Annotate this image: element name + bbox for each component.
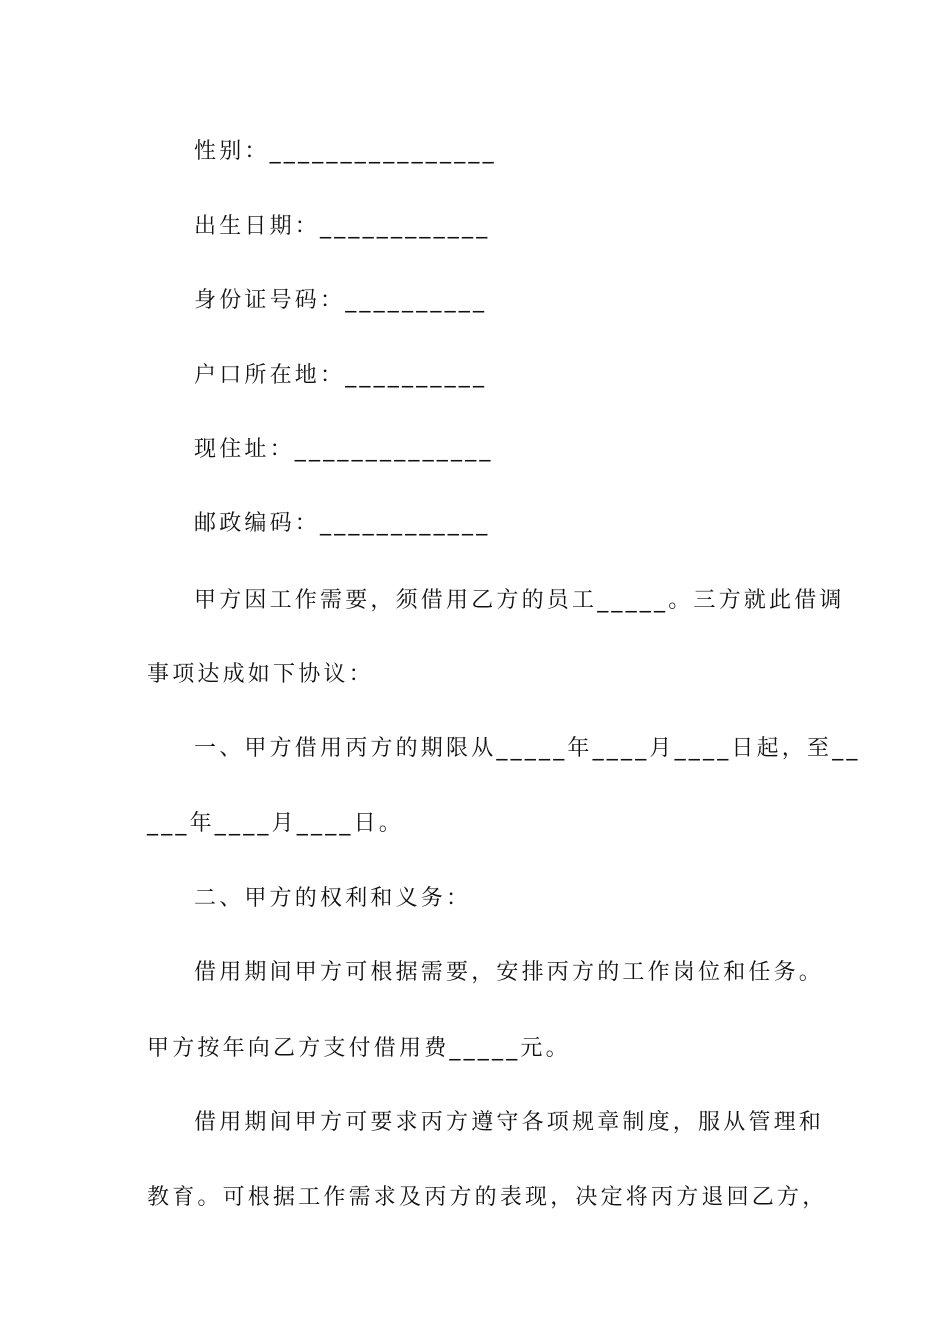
clause-two-para-2-line-2: 教育。可根据工作需求及丙方的表现，决定将丙方退回乙方， (147, 1185, 828, 1210)
clause-one-line-1: 一、甲方借用丙方的期限从_____年____月____日起，至__ (194, 736, 861, 761)
field-id-number: 身份证号码：__________ (194, 288, 488, 313)
field-birth-date: 出生日期：____________ (194, 214, 491, 239)
clause-two-para-1-line-2: 甲方按年向乙方支付借用费_____元。 (147, 1036, 571, 1061)
field-gender: 性别：________________ (194, 139, 497, 164)
paragraph-intro-line-1: 甲方因工作需要，须借用乙方的员工_____。三方就此借调 (194, 588, 845, 613)
field-current-address: 现住址：______________ (194, 437, 494, 462)
paragraph-intro-line-2: 事项达成如下协议： (147, 662, 374, 687)
clause-two-heading: 二、甲方的权利和义务： (194, 886, 472, 911)
clause-two-para-1-line-1: 借用期间甲方可根据需要，安排丙方的工作岗位和任务。 (194, 960, 825, 985)
field-postal-code: 邮政编码：____________ (194, 511, 491, 536)
clause-one-line-2: ___年____月____日。 (147, 811, 405, 836)
clause-two-para-2-line-1: 借用期间甲方可要求丙方遵守各项规章制度，服从管理和 (194, 1110, 825, 1135)
field-household-registration: 户口所在地：__________ (194, 363, 488, 388)
